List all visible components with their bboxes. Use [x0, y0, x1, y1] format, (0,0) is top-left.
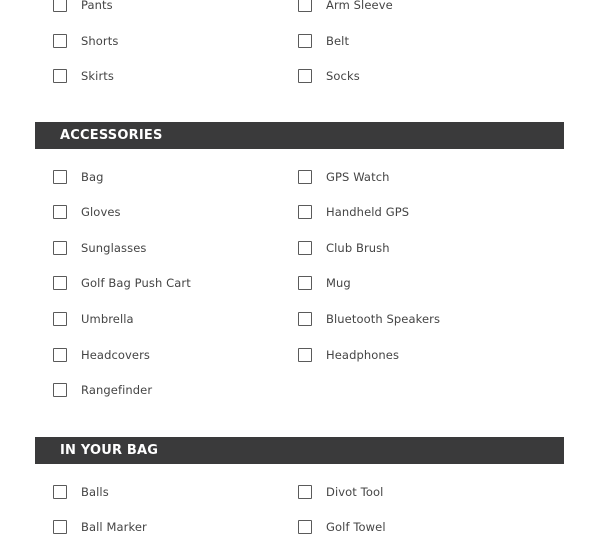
item-label: Rangefinder — [81, 383, 153, 397]
item-label: Headcovers — [81, 348, 151, 362]
checklist-item-headcovers[interactable] — [53, 345, 150, 365]
checklist-item-bag[interactable] — [53, 167, 104, 187]
checkbox[interactable] — [298, 205, 312, 219]
item-label: Balls — [81, 485, 109, 499]
checkbox[interactable] — [53, 348, 67, 362]
checkbox[interactable] — [298, 520, 312, 534]
item-label: Shorts — [81, 34, 119, 48]
checklist-item-pants[interactable] — [53, 0, 113, 15]
checklist-item-shorts[interactable] — [53, 31, 118, 51]
item-label: Pants — [81, 0, 113, 12]
checkbox[interactable] — [53, 312, 67, 326]
checkbox[interactable] — [53, 34, 67, 48]
checkbox[interactable] — [53, 520, 67, 534]
checkbox[interactable] — [298, 69, 312, 83]
checklist-item-mug[interactable] — [298, 273, 351, 293]
item-label: Handheld GPS — [326, 205, 410, 219]
checkbox[interactable] — [298, 312, 312, 326]
item-label: Golf Bag Push Cart — [81, 276, 191, 290]
checkbox[interactable] — [53, 241, 67, 255]
section-header-accessories: ACCESSORIES — [35, 122, 564, 149]
checklist-item-socks[interactable] — [298, 66, 360, 86]
item-label: Mug — [326, 276, 351, 290]
checkbox[interactable] — [53, 383, 67, 397]
checklist-item-gloves[interactable] — [53, 202, 121, 222]
checklist-item-headphones[interactable] — [298, 345, 399, 365]
item-label: Skirts — [81, 69, 114, 83]
item-label: Club Brush — [326, 241, 390, 255]
checklist-item-club-brush[interactable] — [298, 238, 390, 258]
section-header-in-your-bag: IN YOUR BAG — [35, 437, 564, 464]
checklist-item-umbrella[interactable] — [53, 309, 134, 329]
checklist-item-ball-marker[interactable] — [53, 517, 147, 537]
checkbox[interactable] — [298, 348, 312, 362]
checkbox[interactable] — [298, 276, 312, 290]
item-label: Gloves — [81, 205, 121, 219]
checklist-item-sunglasses[interactable] — [53, 238, 146, 258]
checklist-item-bluetooth-speakers[interactable] — [298, 309, 440, 329]
checkbox[interactable] — [298, 0, 312, 12]
checkbox[interactable] — [298, 241, 312, 255]
item-label: Headphones — [326, 348, 400, 362]
checkbox[interactable] — [53, 170, 67, 184]
item-label: Golf Towel — [326, 520, 386, 534]
checkbox[interactable] — [298, 34, 312, 48]
item-label: Divot Tool — [326, 485, 384, 499]
checkbox[interactable] — [53, 69, 67, 83]
item-label: Ball Marker — [81, 520, 147, 534]
checkbox[interactable] — [53, 205, 67, 219]
checkbox[interactable] — [53, 0, 67, 12]
checklist-item-rangefinder[interactable] — [53, 380, 152, 400]
item-label: Sunglasses — [81, 241, 147, 255]
item-label: Socks — [326, 69, 360, 83]
item-label: Belt — [326, 34, 350, 48]
checklist-item-belt[interactable] — [298, 31, 349, 51]
item-label: Bag — [81, 170, 104, 184]
item-label: Bluetooth Speakers — [326, 312, 441, 326]
checklist-item-balls[interactable] — [53, 482, 109, 502]
item-label: Arm Sleeve — [326, 0, 393, 12]
checklist-item-skirts[interactable] — [53, 66, 114, 86]
checklist-item-golf-bag-push-cart[interactable] — [53, 273, 191, 293]
checklist-item-divot-tool[interactable] — [298, 482, 383, 502]
checklist-item-gps-watch[interactable] — [298, 167, 390, 187]
checklist-item-handheld-gps[interactable] — [298, 202, 409, 222]
checkbox[interactable] — [298, 170, 312, 184]
item-label: Umbrella — [81, 312, 134, 326]
item-label: GPS Watch — [326, 170, 390, 184]
checkbox[interactable] — [53, 485, 67, 499]
checkbox[interactable] — [298, 485, 312, 499]
checkbox[interactable] — [53, 276, 67, 290]
checklist-item-arm-sleeve[interactable] — [298, 0, 393, 15]
checklist-item-golf-towel[interactable] — [298, 517, 386, 537]
